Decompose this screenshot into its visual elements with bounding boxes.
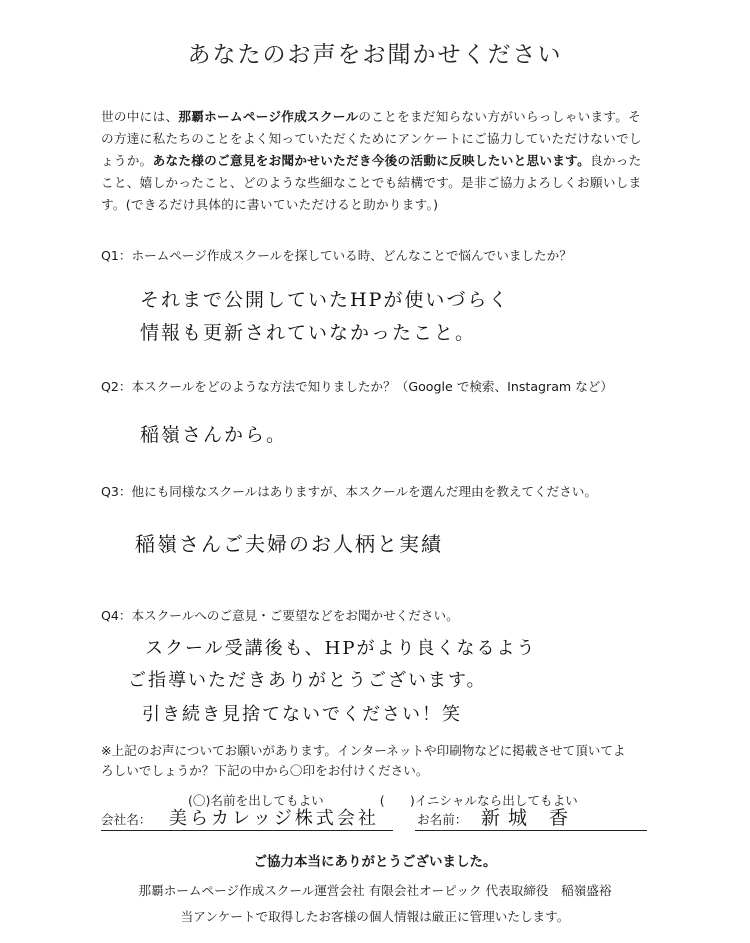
closing-thanks: ご協力本当にありがとうございました。 (253, 854, 497, 870)
intro-paragraph (101, 106, 653, 216)
page-title: あなたのお声をお聞かせください (187, 42, 563, 68)
company-value: 美らカレッジ株式会社 (169, 808, 379, 829)
answer-4-line-3: 引き続き見捨てないでください！笑 (142, 704, 462, 725)
name-label: お名前： (417, 812, 468, 827)
choice-initial-ok[interactable]: ( )イニシャルなら出してもよい (379, 793, 578, 808)
footer-privacy: 当アンケートで取得したお客様の個人情報は厳正に管理いたします。 (180, 909, 570, 924)
question-2-label: Q2：本スクールをどのような方法で知りましたか？（Google で検索、Instagram など） (101, 379, 613, 394)
publication-consent-note (101, 741, 661, 781)
intro-line-4: こと、嬉しかったこと、どのような些細なことでも結構です。是非ご協力よろしくお願いしま (101, 175, 642, 190)
answer-1-line-1: それまで公開していたHPが使いづらく (140, 289, 510, 311)
name-field[interactable] (415, 807, 647, 831)
intro-line-2: の方達に私たちのことをよく知っていただくためにアンケートにご協力していただけないでし (101, 131, 642, 146)
note-line-1: ※上記のお声についてお願いがあります。インターネットや印刷物などに掲載させて頂いてよ (101, 743, 626, 758)
note-line-2: ろしいでしょうか？下記の中から〇印をお付けください。 (101, 763, 429, 778)
question-1-label: Q1：ホームページ作成スクールを探している時、どんなことで悩んでいましたか？ (101, 248, 572, 263)
footer-organization: 那覇ホームページ作成スクール運営会社 有限会社オーピック 代表取締役 稲嶺盛裕 (138, 883, 612, 898)
answer-1-line-2: 情報も更新されていなかったこと。 (140, 322, 477, 344)
answer-4-line-1: スクール受講後も、HPがより良くなるよう (145, 638, 537, 659)
answer-3-line-1: 稲嶺さんご夫婦のお人柄と実績 (135, 532, 443, 556)
choice-name-ok[interactable]: (〇)名前を出してもよい (188, 793, 324, 808)
intro-line-5: す。(できるだけ具体的に書いていただけると助かります。) (101, 197, 439, 212)
company-label: 会社名： (101, 812, 152, 827)
company-field[interactable] (101, 810, 393, 831)
name-value: 新城 香 (481, 807, 577, 829)
intro-line-1: 世の中には、那覇ホームページ作成スクールのことをまだ知らない方がいらっしゃいます。そ (101, 109, 642, 124)
question-3-label: Q3：他にも同様なスクールはありますが、本スクールを選んだ理由を教えてください。 (101, 484, 597, 499)
answer-4-line-2: ご指導いただきありがとうございます。 (128, 670, 487, 691)
question-4-label: Q4：本スクールへのご意見・ご要望などをお聞かせください。 (101, 608, 459, 623)
answer-2-line-1: 稲嶺さんから。 (140, 424, 288, 446)
intro-line-3: ょうか。あなた様のご意見をお聞かせいただき今後の活動に反映したいと思います。良かった (101, 153, 642, 168)
